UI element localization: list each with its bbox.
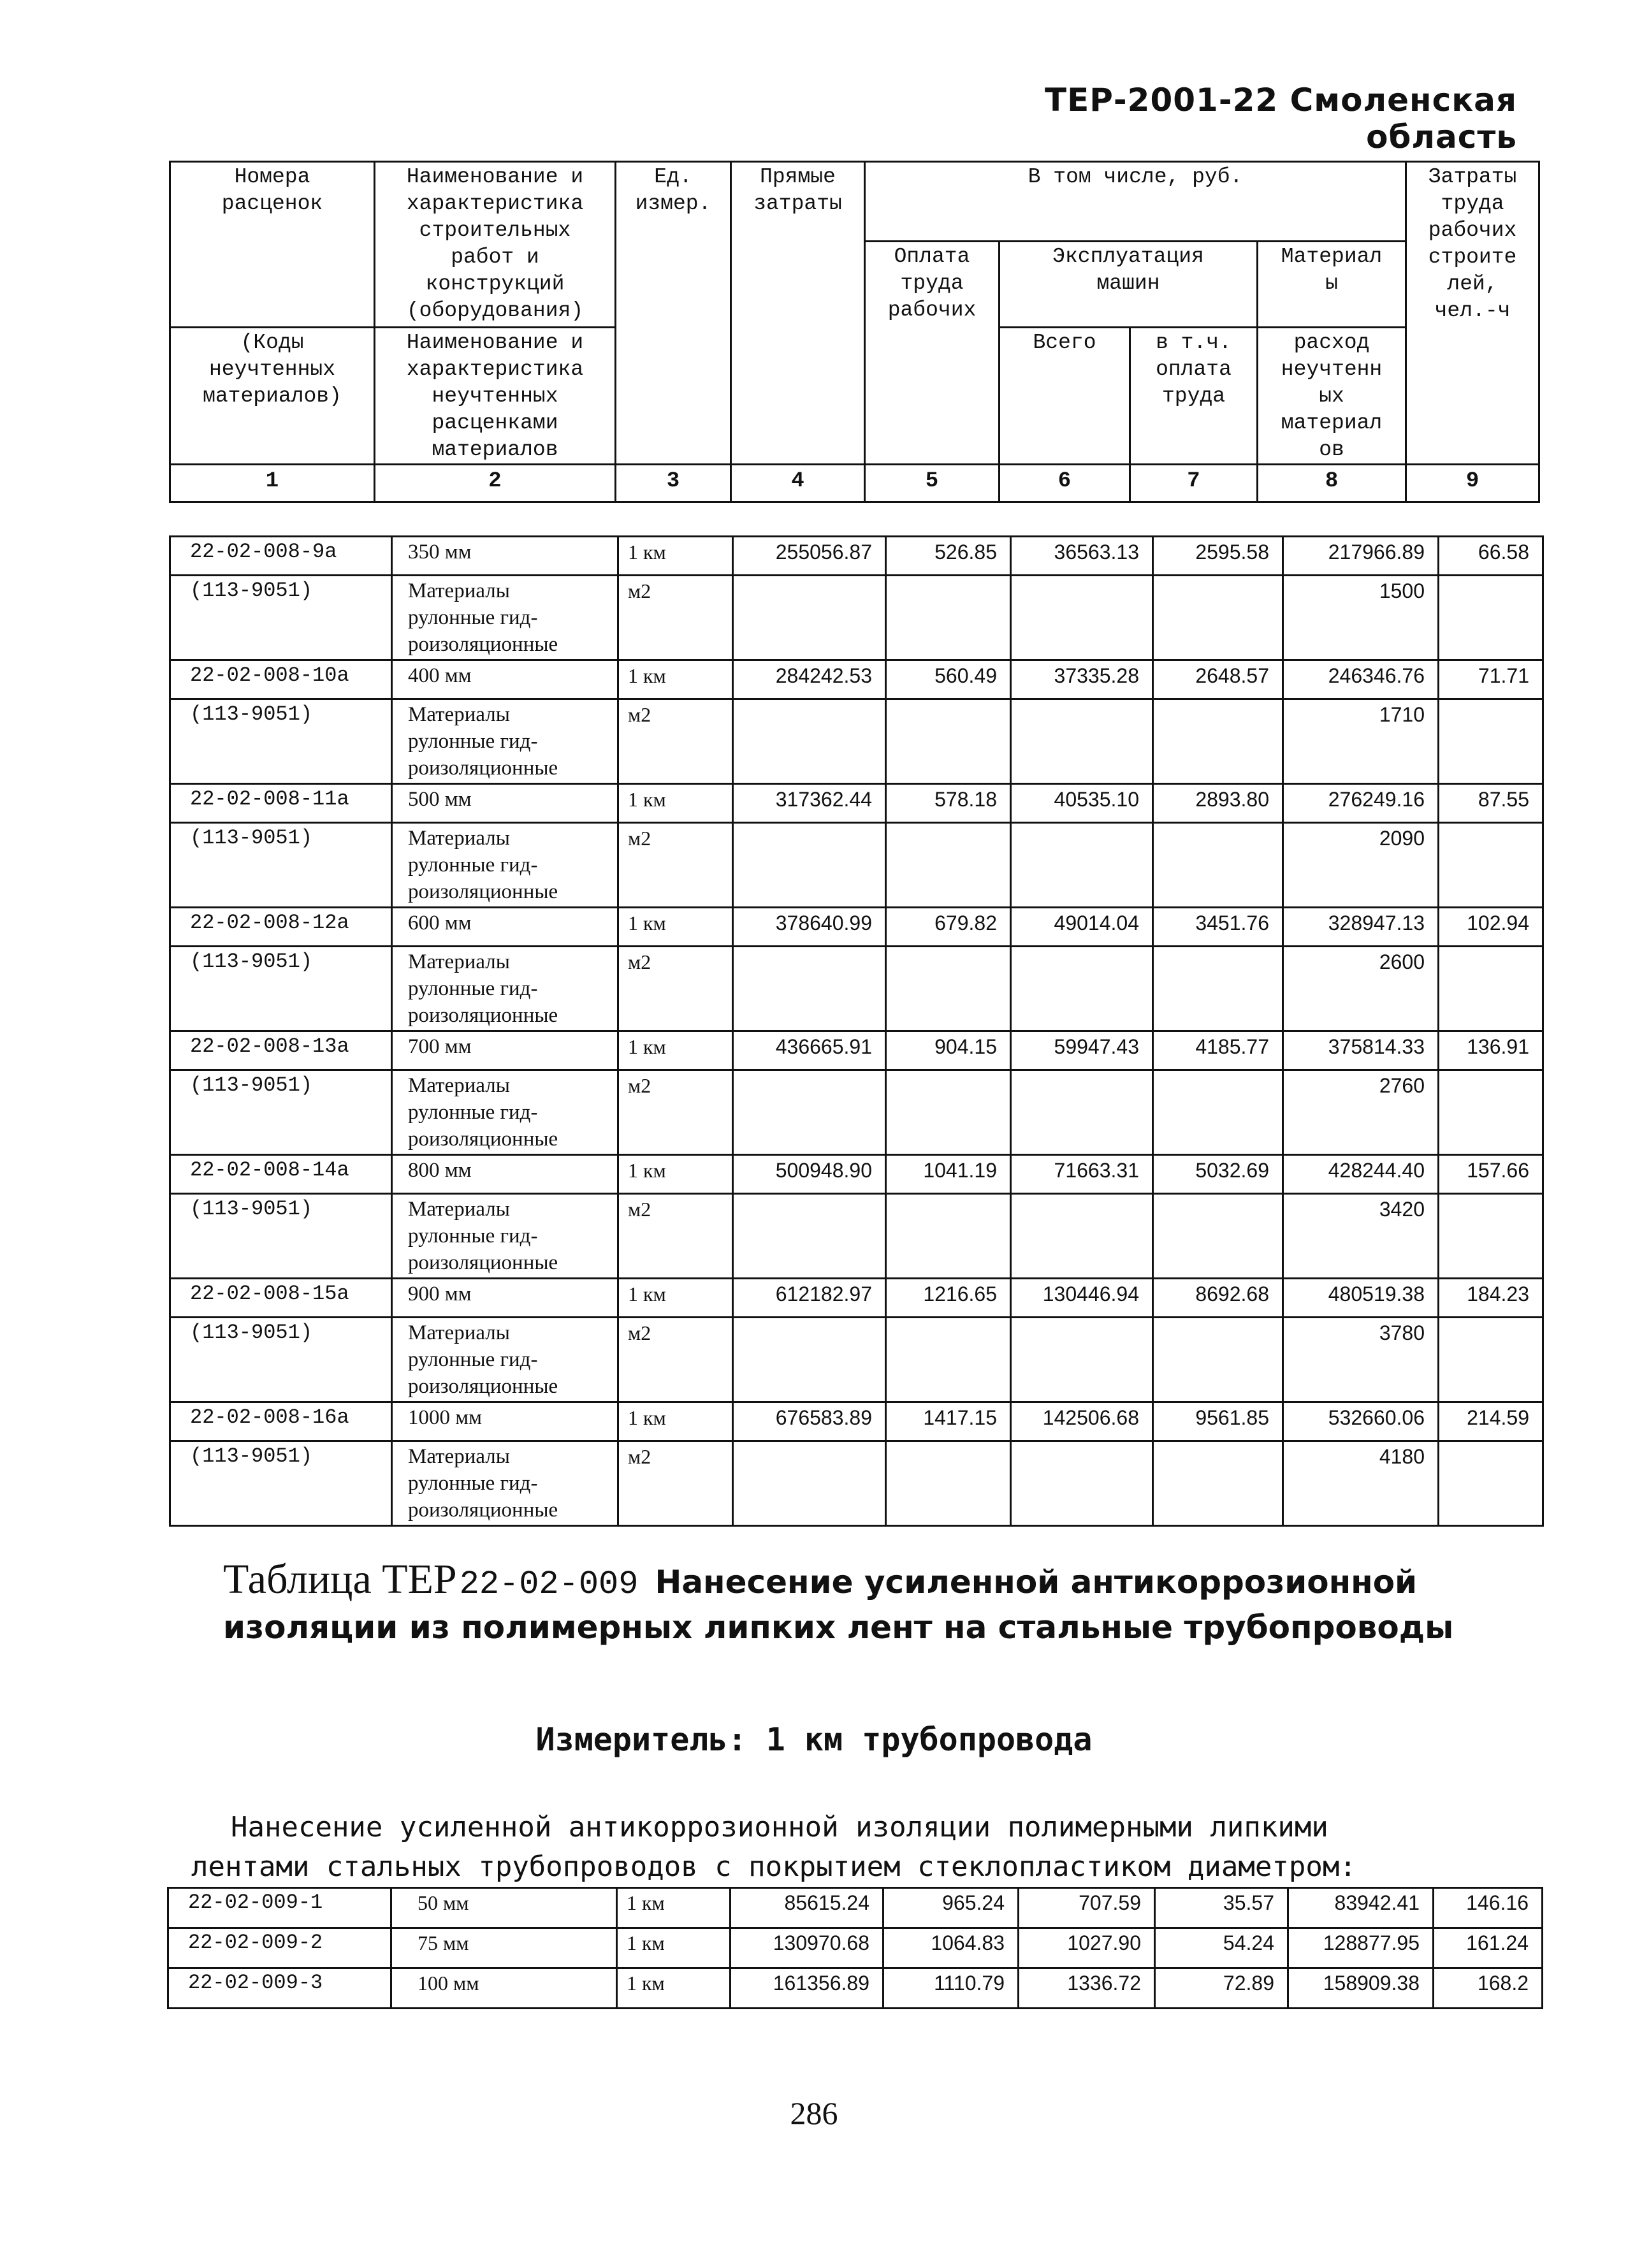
table-title-prefix: Таблица ТЕР (223, 1556, 457, 1603)
rate-labor-hours: 136.91 (1439, 1031, 1543, 1070)
material-name-line: Материалы (408, 579, 510, 602)
col-header-name-unaccounted: Наименование и характеристика неучтенных расценками материалов (375, 328, 616, 465)
rates-table (169, 535, 1544, 1527)
rate-direct-cost: 612182.97 (733, 1279, 886, 1318)
rate-machines-cost: 130446.94 (1011, 1279, 1153, 1318)
rate-name: 100 мм (391, 1968, 617, 2009)
col-header-labor-cost: Оплата труда рабочих (865, 242, 999, 328)
rate-name: 600 мм (392, 908, 618, 947)
rate-unit: 1 км (618, 660, 733, 699)
empty-cell (886, 947, 1011, 1031)
material-row (170, 1194, 1543, 1279)
col-number: 9 (1406, 465, 1539, 502)
rate-labor-hours: 87.55 (1439, 784, 1543, 823)
rate-machines-cost: 1027.90 (1019, 1928, 1155, 1968)
rate-row (170, 1031, 1543, 1070)
material-name-line: роизоляционные (408, 1128, 558, 1151)
rate-unit: 1 км (618, 537, 733, 576)
rate-name: 700 мм (392, 1031, 618, 1070)
material-code: (113-9051) (170, 1070, 392, 1155)
rate-row (170, 1279, 1543, 1318)
material-name (392, 1441, 618, 1526)
material-name-line: роизоляционные (408, 880, 558, 903)
material-row (170, 699, 1543, 784)
col-header-code: Номера расценок (170, 162, 375, 328)
material-name-line: роизоляционные (408, 1499, 558, 1522)
col-header-consumption: расход неучтенн ых материал ов (1258, 328, 1406, 465)
rate-unit: 1 км (618, 1279, 733, 1318)
material-name-line: роизоляционные (408, 633, 558, 656)
rate-labor-hours: 157.66 (1439, 1155, 1543, 1194)
material-name-line: роизоляционные (408, 757, 558, 780)
rate-labor-cost: 679.82 (886, 908, 1011, 947)
material-code: (113-9051) (170, 1194, 392, 1279)
rate-labor-hours: 161.24 (1434, 1928, 1543, 1968)
material-name-line: рулонные гид- (408, 977, 538, 1000)
col-number: 7 (1130, 465, 1258, 502)
material-name-line: рулонные гид- (408, 1101, 538, 1124)
rate-machines-cost: 71663.31 (1011, 1155, 1153, 1194)
material-unit: м2 (618, 1441, 733, 1526)
rate-machines-cost: 40535.10 (1011, 784, 1153, 823)
material-consumption: 4180 (1283, 1441, 1439, 1526)
rate-name: 350 мм (392, 537, 618, 576)
rate-row (170, 1155, 1543, 1194)
empty-cell (1153, 699, 1283, 784)
rate-row (170, 784, 1543, 823)
rate-labor-cost: 1064.83 (883, 1928, 1019, 1968)
rate-machines-labor: 8692.68 (1153, 1279, 1283, 1318)
rate-machines-labor: 2893.80 (1153, 784, 1283, 823)
rate-code: 22-02-009-3 (168, 1968, 391, 2009)
empty-cell (1011, 1318, 1153, 1402)
rate-labor-hours: 184.23 (1439, 1279, 1543, 1318)
section-description (191, 1808, 1543, 1887)
material-name-line: рулонные гид- (408, 1348, 538, 1371)
material-unit: м2 (618, 1194, 733, 1279)
rate-materials-cost: 217966.89 (1283, 537, 1439, 576)
rate-code: 22-02-008-15а (170, 1279, 392, 1318)
empty-cell (733, 1441, 886, 1526)
material-row (170, 576, 1543, 660)
empty-cell (1439, 1070, 1543, 1155)
empty-cell (733, 1070, 886, 1155)
rate-unit: 1 км (618, 784, 733, 823)
empty-cell (886, 1070, 1011, 1155)
rate-row (170, 1402, 1543, 1441)
column-header-table (169, 161, 1540, 503)
empty-cell (733, 947, 886, 1031)
rate-machines-cost: 142506.68 (1011, 1402, 1153, 1441)
material-name-line: Материалы (408, 703, 510, 726)
rate-labor-cost: 1216.65 (886, 1279, 1011, 1318)
empty-cell (1011, 1194, 1153, 1279)
material-row (170, 823, 1543, 908)
rate-machines-labor: 5032.69 (1153, 1155, 1283, 1194)
material-name (392, 576, 618, 660)
rate-materials-cost: 246346.76 (1283, 660, 1439, 699)
col-header-labor-cost-cont (865, 328, 999, 465)
rate-direct-cost: 85615.24 (730, 1888, 883, 1928)
rate-labor-cost: 1041.19 (886, 1155, 1011, 1194)
rate-machines-cost: 37335.28 (1011, 660, 1153, 699)
rate-machines-labor: 35.57 (1155, 1888, 1288, 1928)
rate-code: 22-02-008-12а (170, 908, 392, 947)
material-unit: м2 (618, 1070, 733, 1155)
rate-labor-cost: 904.15 (886, 1031, 1011, 1070)
empty-cell (1011, 823, 1153, 908)
page-header-title: ТЕР-2001-22 Смоленская область (1045, 82, 1517, 156)
material-code: (113-9051) (170, 947, 392, 1031)
rate-machines-labor: 4185.77 (1153, 1031, 1283, 1070)
rate-direct-cost: 161356.89 (730, 1968, 883, 2009)
material-code: (113-9051) (170, 1441, 392, 1526)
rate-code: 22-02-008-16а (170, 1402, 392, 1441)
material-name (392, 1194, 618, 1279)
empty-cell (1153, 1441, 1283, 1526)
empty-cell (1153, 823, 1283, 908)
rate-labor-cost: 560.49 (886, 660, 1011, 699)
material-consumption: 2760 (1283, 1070, 1439, 1155)
empty-cell (1439, 1441, 1543, 1526)
rate-name: 500 мм (392, 784, 618, 823)
rate-materials-cost: 428244.40 (1283, 1155, 1439, 1194)
rate-materials-cost: 328947.13 (1283, 908, 1439, 947)
empty-cell (733, 1194, 886, 1279)
table-title-line2: изоляции из полимерных липких лент на стальные трубопроводы (223, 1609, 1454, 1646)
col-number: 6 (999, 465, 1130, 502)
rate-machines-cost: 36563.13 (1011, 537, 1153, 576)
rate-code: 22-02-008-13а (170, 1031, 392, 1070)
material-row (170, 947, 1543, 1031)
rate-labor-hours: 71.71 (1439, 660, 1543, 699)
material-code: (113-9051) (170, 823, 392, 908)
rate-materials-cost: 480519.38 (1283, 1279, 1439, 1318)
empty-cell (1439, 699, 1543, 784)
col-header-machines: Эксплуатация машин (999, 242, 1258, 328)
rate-code: 22-02-008-14а (170, 1155, 392, 1194)
empty-cell (886, 699, 1011, 784)
col-header-labor-hours: Затраты труда рабочих строите лей, чел.-ч (1406, 162, 1539, 465)
col-number: 3 (616, 465, 731, 502)
rate-unit: 1 км (617, 1968, 730, 2009)
material-code: (113-9051) (170, 699, 392, 784)
material-name-line: Материалы (408, 1321, 510, 1344)
material-name (392, 699, 618, 784)
material-name-line: рулонные гид- (408, 730, 538, 753)
material-consumption: 1710 (1283, 699, 1439, 784)
material-code: (113-9051) (170, 576, 392, 660)
rates-table-2 (167, 1887, 1543, 2009)
col-header-machines-labor: в т.ч. оплата труда (1130, 328, 1258, 465)
col-number: 1 (170, 465, 375, 502)
rate-machines-labor: 2648.57 (1153, 660, 1283, 699)
rate-machines-labor: 54.24 (1155, 1928, 1288, 1968)
rate-machines-cost: 707.59 (1019, 1888, 1155, 1928)
material-consumption: 2600 (1283, 947, 1439, 1031)
empty-cell (733, 1318, 886, 1402)
rate-labor-hours: 168.2 (1434, 1968, 1543, 2009)
rate-machines-cost: 49014.04 (1011, 908, 1153, 947)
rate-labor-cost: 1417.15 (886, 1402, 1011, 1441)
col-number: 2 (375, 465, 616, 502)
table-title (223, 1555, 1536, 1646)
material-unit: м2 (618, 576, 733, 660)
rate-materials-cost: 375814.33 (1283, 1031, 1439, 1070)
rate-labor-cost: 1110.79 (883, 1968, 1019, 2009)
measure-unit: Измеритель: 1 км трубопровода (535, 1721, 1093, 1758)
rate-code: 22-02-008-9а (170, 537, 392, 576)
col-header-incl: В том числе, руб. (865, 162, 1406, 242)
table-title-line1: Нанесение усиленной антикоррозионной (655, 1564, 1418, 1601)
col-number: 4 (731, 465, 865, 502)
material-unit: м2 (618, 823, 733, 908)
material-name-line: Материалы (408, 950, 510, 973)
empty-cell (886, 576, 1011, 660)
rate-labor-cost: 578.18 (886, 784, 1011, 823)
material-name-line: роизоляционные (408, 1004, 558, 1027)
material-row (170, 1441, 1543, 1526)
empty-cell (733, 576, 886, 660)
rate-unit: 1 км (617, 1928, 730, 1968)
empty-cell (1011, 1441, 1153, 1526)
rate-machines-labor: 2595.58 (1153, 537, 1283, 576)
empty-cell (1153, 576, 1283, 660)
rate-row (170, 908, 1543, 947)
material-name-line: рулонные гид- (408, 606, 538, 629)
rate-materials-cost: 276249.16 (1283, 784, 1439, 823)
rate-code: 22-02-009-2 (168, 1928, 391, 1968)
material-name-line: Материалы (408, 1445, 510, 1468)
col-header-machines-total: Всего (999, 328, 1130, 465)
rate-row (168, 1888, 1543, 1928)
material-consumption: 3780 (1283, 1318, 1439, 1402)
rate-materials-cost: 83942.41 (1288, 1888, 1434, 1928)
material-name-line: Материалы (408, 1198, 510, 1221)
rate-labor-hours: 214.59 (1439, 1402, 1543, 1441)
rate-labor-cost: 526.85 (886, 537, 1011, 576)
rate-name: 400 мм (392, 660, 618, 699)
description-line2: лентами стальных трубопроводов с покрытием стеклопластиком диаметром: (191, 1850, 1356, 1883)
col-number: 8 (1258, 465, 1406, 502)
rate-direct-cost: 284242.53 (733, 660, 886, 699)
material-row (170, 1318, 1543, 1402)
material-unit: м2 (618, 699, 733, 784)
rate-unit: 1 км (617, 1888, 730, 1928)
rate-row (168, 1968, 1543, 2009)
material-name (392, 947, 618, 1031)
rate-unit: 1 км (618, 1031, 733, 1070)
rate-materials-cost: 532660.06 (1283, 1402, 1439, 1441)
material-row (170, 1070, 1543, 1155)
rate-labor-hours: 102.94 (1439, 908, 1543, 947)
empty-cell (1439, 947, 1543, 1031)
empty-cell (886, 1441, 1011, 1526)
material-code: (113-9051) (170, 1318, 392, 1402)
rate-direct-cost: 500948.90 (733, 1155, 886, 1194)
col-header-unit: Ед. измер. (616, 162, 731, 465)
material-name-line: Материалы (408, 1074, 510, 1097)
rate-machines-labor: 72.89 (1155, 1968, 1288, 2009)
empty-cell (1011, 576, 1153, 660)
rate-direct-cost: 378640.99 (733, 908, 886, 947)
rate-direct-cost: 255056.87 (733, 537, 886, 576)
rate-name: 75 мм (391, 1928, 617, 1968)
rate-unit: 1 км (618, 1402, 733, 1441)
rate-machines-cost: 59947.43 (1011, 1031, 1153, 1070)
empty-cell (1153, 1318, 1283, 1402)
empty-cell (1011, 1070, 1153, 1155)
rate-materials-cost: 158909.38 (1288, 1968, 1434, 2009)
rate-name: 900 мм (392, 1279, 618, 1318)
rate-machines-labor: 9561.85 (1153, 1402, 1283, 1441)
empty-cell (733, 823, 886, 908)
empty-cell (886, 1194, 1011, 1279)
material-name (392, 1070, 618, 1155)
material-consumption: 1500 (1283, 576, 1439, 660)
material-name-line: рулонные гид- (408, 1472, 538, 1495)
empty-cell (886, 823, 1011, 908)
material-name-line: роизоляционные (408, 1375, 558, 1398)
material-name-line: рулонные гид- (408, 1225, 538, 1247)
rate-direct-cost: 317362.44 (733, 784, 886, 823)
rate-direct-cost: 436665.91 (733, 1031, 886, 1070)
rate-name: 50 мм (391, 1888, 617, 1928)
rate-direct-cost: 130970.68 (730, 1928, 883, 1968)
rate-unit: 1 км (618, 1155, 733, 1194)
col-number: 5 (865, 465, 999, 502)
rate-code: 22-02-009-1 (168, 1888, 391, 1928)
col-header-name: Наименование и характеристика строительных работ и конструкций (оборудования) (375, 162, 616, 328)
col-header-codes-unaccounted: (Коды неучтенных материалов) (170, 328, 375, 465)
material-name (392, 823, 618, 908)
col-header-direct: Прямые затраты (731, 162, 865, 465)
rate-row (170, 537, 1543, 576)
rate-labor-hours: 66.58 (1439, 537, 1543, 576)
empty-cell (1439, 1318, 1543, 1402)
rate-name: 1000 мм (392, 1402, 618, 1441)
rate-machines-cost: 1336.72 (1019, 1968, 1155, 2009)
empty-cell (886, 1318, 1011, 1402)
material-name-line: Материалы (408, 827, 510, 850)
material-consumption: 2090 (1283, 823, 1439, 908)
empty-cell (1153, 1194, 1283, 1279)
table-title-code: 22-02-009 (459, 1566, 639, 1603)
rate-materials-cost: 128877.95 (1288, 1928, 1434, 1968)
empty-cell (733, 699, 886, 784)
material-name (392, 1318, 618, 1402)
material-unit: м2 (618, 947, 733, 1031)
rate-code: 22-02-008-10а (170, 660, 392, 699)
material-name-line: рулонные гид- (408, 854, 538, 876)
rate-row (170, 660, 1543, 699)
empty-cell (1153, 947, 1283, 1031)
material-consumption: 3420 (1283, 1194, 1439, 1279)
rate-machines-labor: 3451.76 (1153, 908, 1283, 947)
rate-direct-cost: 676583.89 (733, 1402, 886, 1441)
rate-row (168, 1928, 1543, 1968)
rate-labor-cost: 965.24 (883, 1888, 1019, 1928)
page-number: 286 (790, 2095, 838, 2131)
rate-code: 22-02-008-11а (170, 784, 392, 823)
rate-name: 800 мм (392, 1155, 618, 1194)
empty-cell (1011, 947, 1153, 1031)
material-name-line: роизоляционные (408, 1251, 558, 1274)
empty-cell (1153, 1070, 1283, 1155)
empty-cell (1439, 1194, 1543, 1279)
description-line1: Нанесение усиленной антикоррозионной изоляции полимерными липкими (231, 1811, 1328, 1843)
rate-unit: 1 км (618, 908, 733, 947)
empty-cell (1439, 576, 1543, 660)
empty-cell (1439, 823, 1543, 908)
rate-labor-hours: 146.16 (1434, 1888, 1543, 1928)
material-unit: м2 (618, 1318, 733, 1402)
empty-cell (1011, 699, 1153, 784)
col-header-materials: Материал ы (1258, 242, 1406, 328)
